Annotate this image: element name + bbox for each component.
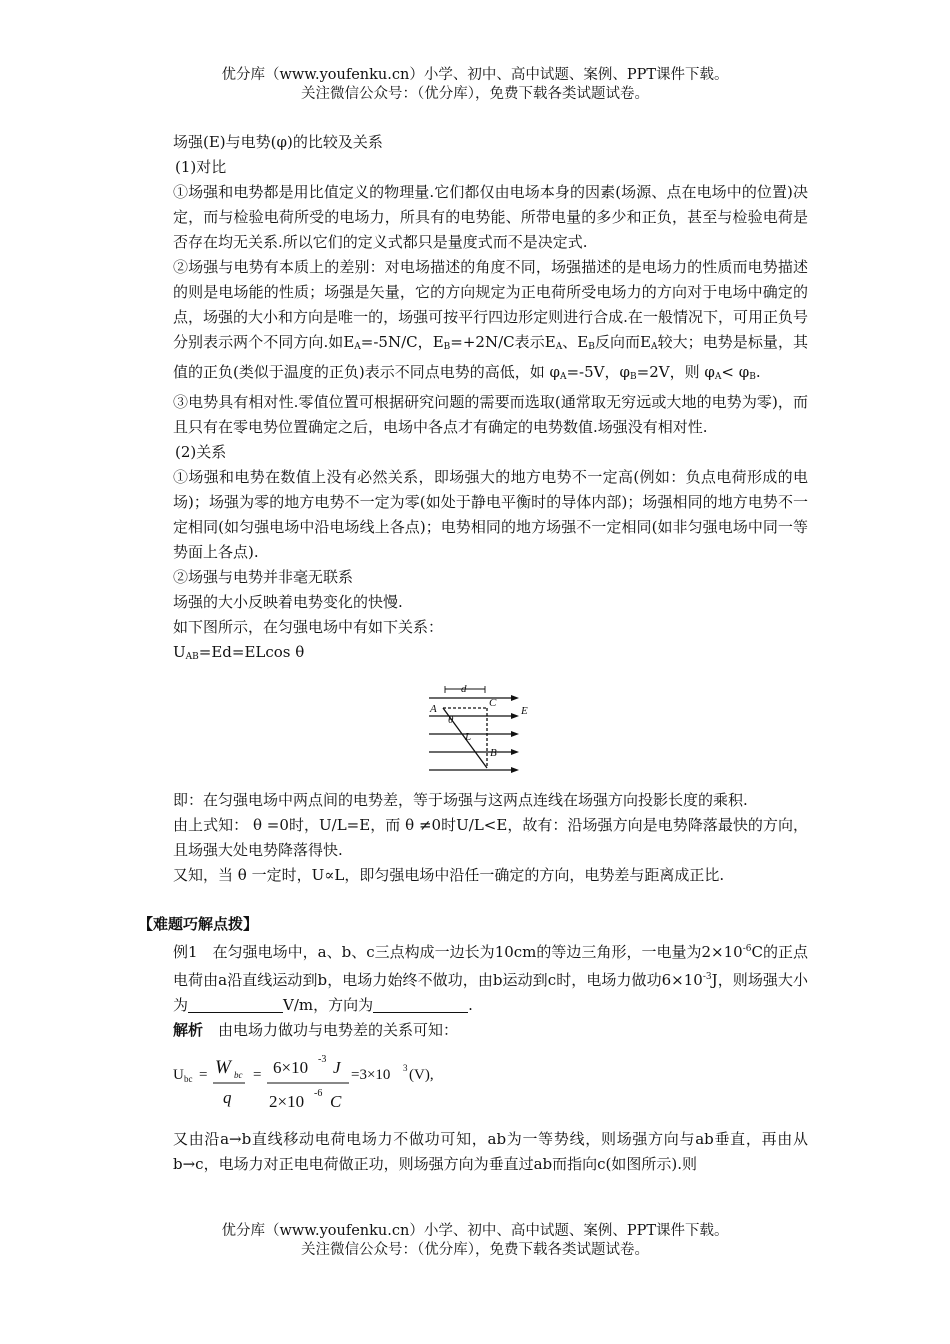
paragraph-4: ①场强和电势在数值上没有必然关系，即场强大的地方电势不一定高(例如：负点电荷形成的电场)；场强为零的地方电势不一定为零(如处于静电平衡时的导体内部)；场强相同的地方电势不一定相同(如匀强电场中沿电场线上各点)；电势相同的地方场强不一定相同(如非匀强电场中同一等势面上各点). [173,468,808,561]
paragraph-10: 又知，当 θ 一定时，U∝L，即匀强电场中沿任一确定的方向，电势差与距离成正比. [173,866,725,884]
svg-text:=3×10: =3×10 [351,1067,391,1083]
paragraph-9: 由上式知： θ =0时，U/L=E，而 θ ≠0时U/L<E，故有：沿场强方向是电势降落最快的方向，且场强大处电势降落得快. [173,816,808,859]
heading-tips: 【难题巧解点拨】 [138,915,259,933]
fig-label-c: C [489,697,497,709]
svg-text:(V),: (V), [409,1067,434,1083]
paragraph-5: ②场强与电势并非毫无联系 [173,568,354,586]
subsection-compare: (1)对比 [175,158,227,176]
svg-text:-6: -6 [314,1088,323,1099]
document-body [138,130,809,1177]
page-header [0,66,950,104]
svg-text:2×10: 2×10 [269,1092,305,1111]
paragraph-3: ③电势具有相对性.零值位置可根据研究问题的需要而选取(通常取无穷远或大地的电势为零)，而且只有在零电势位置确定之后，电场中各点才有确定的电势数值.场强没有相对性. [173,393,808,436]
answer-blank-1[interactable] [188,996,283,1013]
example-1: 例1 在匀强电场中，a、b、c三点构成一边长为10cm的等边三角形，一电量为$2\times 10^{-6}C$的正点电荷由a沿直线运动到b，电场力始终不做功，由b运动到c时，电场力做功$6\times 10^{-3}J$，则场强大小为 V/m，方向为 . [173,943,809,1014]
header-line-1: 优分库（www.youfenku.cn）小学、初中、高中试题、案例、PPT课件下载。 [221,67,729,83]
header-line-2: 关注微信公众号：（优分库），免费下载各类试题试卷。 [301,86,649,102]
formula-ubc [173,1049,503,1119]
paragraph-8: 即：在匀强电场中两点间的电势差，等于场强与这两点连线在场强方向投影长度的乘积. [173,791,748,809]
fig-label-l: L [465,731,472,743]
footer-line-2: 关注微信公众号：（优分库），免费下载各类试题试卷。 [301,1242,649,1258]
footer-line-1: 优分库（www.youfenku.cn）小学、初中、高中试题、案例、PPT课件下载。 [221,1223,729,1239]
paragraph-2: ②场强与电势有本质上的差别：对电场描述的角度不同，场强描述的是电场力的性质而电势描述的则是电场能的性质；场强是矢量，它的方向规定为正电荷所受电场力的方向对于电场中确定的点，场强的大小和方向是唯一的，场强可按平行四边形定则进行合成.在一般情况下，可用正负号分别表示两个不同方向.如EA=-5N/C，EB=+2N/C表示EA、EB反向而EA较大；电势是标量，其值的正负(类似于温度的正负)表示不同点电势的高低，如 φA=-5V，φB=2V，则 φA< φB. [173,258,808,382]
subsection-relation: (2)关系 [175,443,227,461]
paragraph-1: ①场强和电势都是用比值定义的物理量.它们都仅由电场本身的因素(场源、点在电场中的位置)决定，而与检验电荷所受的电场力，所具有的电势能、所带电量的多少和正负，甚至与检验电荷是否存在均无关系.所以它们的定义式都只是量度式而不是决定式. [173,183,808,251]
equation-uab: UAB=Ed=ELcos θ [173,643,305,662]
svg-text:q: q [223,1088,232,1107]
section-title: 场强(E)与电势(φ)的比较及关系 [173,133,383,151]
field-diagram [427,682,537,778]
svg-text:=: = [199,1067,208,1083]
paragraph-7: 如下图所示，在匀强电场中有如下关系： [173,618,444,636]
paragraph-6: 场强的大小反映着电势变化的快慢. [173,593,403,611]
answer-blank-2[interactable] [373,996,468,1013]
svg-text:W: W [215,1057,231,1078]
svg-text:C: C [330,1092,342,1111]
fig-label-b: B [490,747,497,759]
svg-text:-3: -3 [318,1054,327,1065]
fig-label-d: d [461,683,467,695]
svg-text:J: J [333,1058,341,1077]
svg-text:=: = [253,1067,262,1083]
svg-text:U: U [173,1067,184,1083]
fig-label-e: E [521,705,528,717]
paragraph-11: 又由沿a→b直线移动电荷电场力不做功可知，ab为一等势线，则场强方向与ab垂直，再由从b→c，电场力对正电电荷做正功，则场强方向为垂直过ab而指向c(如图所示).则 [173,1130,808,1173]
svg-text:bc: bc [234,1070,243,1080]
page-footer [0,1222,950,1260]
svg-text:bc: bc [184,1074,193,1084]
solution-intro: 解析 由电场力做功与电势差的关系可知： [173,1021,459,1039]
svg-text:6×10: 6×10 [273,1058,309,1077]
fig-label-a: A [430,703,437,715]
fig-label-theta: θ [448,714,454,726]
svg-text:3: 3 [403,1063,408,1073]
